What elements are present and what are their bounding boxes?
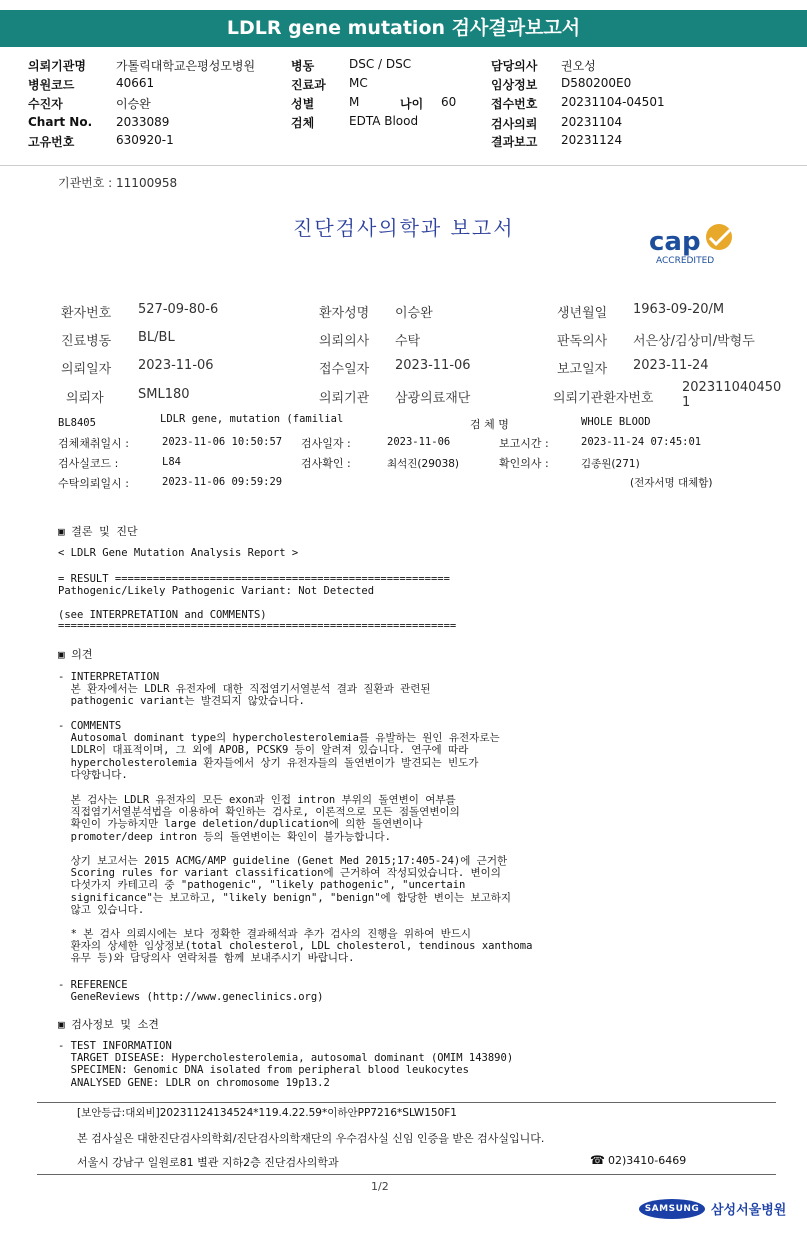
- doctor-label: 확인의사 :: [499, 457, 549, 470]
- header-value: MC: [349, 76, 368, 90]
- patient-value: 1963-09-20/M: [633, 302, 725, 317]
- header-label: 성별: [291, 97, 315, 111]
- patient-label: 의뢰자: [66, 391, 104, 406]
- patient-label: 의뢰기관: [319, 391, 370, 406]
- comments-paragraph: * 본 검사 의뢰시에는 보다 정확한 결과해석과 추가 검사의 진행을 위하여 반드시 환자의 상세한 임상정보(total cholesterol, LDL cholesterol, tendinous xanthoma 유무 등)와 담당의사 연락처를 함께 보내주시기 바랍니다.: [70, 928, 533, 965]
- header-label: 검사의뢰: [491, 117, 538, 131]
- header-label: 검체: [291, 116, 315, 130]
- comments-paragraph: 상기 보고서는 2015 ACMG/AMP guideline (Genet Med 2015;17:405-24)에 근거한 Scoring rules for variant classification에 근거하여 작성되었습니다. 변이의 다섯가지 카테고리 중 "pathogenic", "likely pathogenic", "uncertain significance"는 보고하고, "likely benign", "benign"에 합당한 변이는 보고하지 않고 있습니다.: [70, 855, 512, 916]
- reporttime-label: 보고시간 :: [499, 437, 549, 450]
- header-value: 이승완: [116, 97, 151, 111]
- patient-value: 수탁: [395, 334, 421, 349]
- result-variant: Pathogenic/Likely Pathogenic Variant: Not Detected: [58, 585, 375, 597]
- testdate-value: 2023-11-06: [387, 436, 451, 448]
- header-label: 고유번호: [28, 135, 75, 149]
- patient-label: 의뢰일자: [61, 362, 112, 377]
- header-value: D580200E0: [561, 76, 632, 90]
- section-heading: ▣ 결론 및 진단: [58, 525, 138, 538]
- lab-label: 검사실코드 :: [58, 457, 119, 470]
- patient-label: 의뢰의사: [319, 334, 370, 349]
- cap-accredited-text: ACCREDITED: [656, 256, 715, 266]
- test-name: LDLR gene, mutation (familial: [160, 413, 344, 425]
- header-value: M: [349, 95, 360, 109]
- patient-value: 2023-11-06: [138, 358, 214, 373]
- hospital-name: 삼성서울병원: [711, 1203, 787, 1218]
- esign-note: (전자서명 대체함): [630, 477, 713, 489]
- header-label: Chart No.: [28, 115, 93, 129]
- specimen-label: 검 체 명: [470, 418, 509, 431]
- header-value: DSC / DSC: [349, 57, 412, 71]
- report-title: 진단검사의학과 보고서: [293, 216, 515, 240]
- header-label: 수진자: [28, 97, 63, 111]
- samsung-medical-center-logo: [639, 1198, 786, 1219]
- header-value: 권오성: [561, 59, 596, 73]
- result-see-note: (see INTERPRETATION and COMMENTS): [58, 609, 267, 621]
- cap-accredited-logo: [648, 220, 748, 266]
- samsung-wordmark: SAMSUNG: [639, 1199, 705, 1219]
- header-title: LDLR gene mutation 검사결과보고서: [226, 17, 581, 39]
- confirm-value: 최석진(29038): [387, 458, 460, 470]
- comments-paragraph: 본 검사는 LDLR 유전자의 모든 exon과 인접 intron 부위의 돌연변이 여부를 직접염기서열분석법을 이용하여 확인하는 검사로, 이론적으로 모든 점돌연변이의 확인이 가능하지만 large deletion/duplication에 의한 돌연변이나 promoter/deep intron 등의 돌연변이는 확인이 불가능합니다.: [70, 794, 460, 843]
- header-value: 20231124: [561, 133, 623, 147]
- header-value: 40661: [116, 76, 155, 90]
- address-text: 서울시 강남구 일원로81 별관 지하2층 진단검사의학과: [77, 1156, 339, 1169]
- received-label: 수탁의뢰일시 :: [58, 477, 129, 490]
- patient-label: 생년월일: [557, 306, 608, 321]
- section-heading: ▣ 검사정보 및 소견: [58, 1018, 159, 1031]
- lab-value: L84: [162, 456, 181, 468]
- header-value: 630920-1: [116, 133, 174, 147]
- reference-text: - REFERENCE GeneReviews (http://www.geneclinics.org): [58, 979, 324, 1004]
- doctor-value: 김종원(271): [581, 458, 640, 470]
- result-end-line: ===============================================================: [58, 620, 457, 632]
- patient-label: 진료병동: [61, 334, 112, 349]
- comments-text: - COMMENTS Autosomal dominant type의 hypercholesterolemia를 유발하는 원인 유전자로는 LDLR이 대표적이며, 그 외에 APOB, PCSK9 등이 알려져 있습니다. 연구에 따라 hypercholesterolemia 환자들에서 상기 유전자들의 돌연변이가 발견되는 빈도가 다양합니다.: [58, 720, 500, 781]
- divider: [37, 1102, 776, 1103]
- received-value: 2023-11-06 09:59:29: [162, 476, 283, 488]
- header-label: 접수번호: [491, 97, 538, 111]
- header-value: 20231104-04501: [561, 95, 665, 109]
- patient-label: 보고일자: [557, 362, 608, 377]
- patient-label: 환자성명: [319, 306, 370, 321]
- section-heading: ▣ 의견: [58, 648, 93, 661]
- patient-value: 2023-11-24: [633, 358, 709, 373]
- header-value: 2033089: [116, 115, 170, 129]
- header-value: 60: [441, 95, 457, 109]
- phone-number: 02)3410-6469: [608, 1154, 687, 1167]
- security-line: [보안등급:대외비]20231124134524*119.4.22.59*이하안PP7216*SLW150F1: [77, 1107, 457, 1119]
- cap-text: cap: [649, 227, 701, 257]
- patient-value: 527-09-80-6: [138, 302, 219, 317]
- result-line: = RESULT =====================================================: [58, 573, 450, 585]
- test-information-text: - TEST INFORMATION TARGET DISEASE: Hypercholesterolemia, autosomal dominant (OMIM 143890) SPECIMEN: Genomic DNA isolated from peripheral blood leukocytes ANALYSED GENE: LDLR on chromosome 19p13.2: [58, 1040, 514, 1089]
- header-value: EDTA Blood: [349, 114, 419, 128]
- patient-value: 서은상/김상미/박형두: [633, 334, 755, 349]
- patient-value: BL/BL: [138, 330, 175, 345]
- patient-value: 202311040450: [682, 380, 782, 395]
- divider: [37, 1174, 776, 1175]
- patient-value: SML180: [138, 387, 190, 402]
- header-value: 가톨릭대학교은평성모병원: [116, 59, 256, 73]
- header-label: 담당의사: [491, 59, 538, 73]
- header-label: 결과보고: [491, 135, 538, 149]
- patient-label: 의뢰기관환자번호: [553, 391, 654, 406]
- divider: [0, 165, 807, 166]
- interpretation-text: - INTERPRETATION 본 환자에서는 LDLR 유전자에 대한 직접염기서열분석 결과 질환과 관련된 pathogenic variant는 발견되지 않았습니다.: [58, 671, 431, 708]
- header-label: 나이: [400, 97, 424, 111]
- confirm-label: 검사확인 :: [301, 457, 351, 470]
- patient-value: 삼광의료재단: [395, 391, 471, 406]
- patient-value: 이승완: [395, 306, 433, 321]
- certification-text: 본 검사실은 대한진단검사의학회/진단검사의학재단의 우수검사실 신임 인증을 받은 검사실입니다.: [77, 1132, 545, 1145]
- header-label: 임상정보: [491, 78, 538, 92]
- analysis-report-name: < LDLR Gene Mutation Analysis Report >: [58, 547, 299, 559]
- patient-label: 판독의사: [557, 334, 608, 349]
- page-number: 1/2: [371, 1180, 389, 1193]
- header-label: 의뢰기관명: [28, 59, 86, 73]
- header-label: 병동: [291, 59, 315, 73]
- patient-label: 환자번호: [61, 306, 112, 321]
- test-code: BL8405: [58, 417, 96, 429]
- institution-number: 기관번호 : 11100958: [58, 176, 178, 190]
- phone-icon: ☎: [590, 1153, 605, 1167]
- header-label: 진료과: [291, 78, 326, 92]
- header-value: 20231104: [561, 115, 623, 129]
- reporttime-value: 2023-11-24 07:45:01: [581, 436, 702, 448]
- header-label: 병원코드: [28, 78, 75, 92]
- patient-value: 2023-11-06: [395, 358, 471, 373]
- specimen-value: WHOLE BLOOD: [581, 416, 651, 428]
- collect-value: 2023-11-06 10:50:57: [162, 436, 283, 448]
- patient-value: 1: [682, 395, 691, 410]
- report-title-bar: [0, 10, 807, 47]
- patient-label: 접수일자: [319, 362, 370, 377]
- collect-label: 검체채취일시 :: [58, 437, 129, 450]
- testdate-label: 검사일자 :: [301, 437, 351, 450]
